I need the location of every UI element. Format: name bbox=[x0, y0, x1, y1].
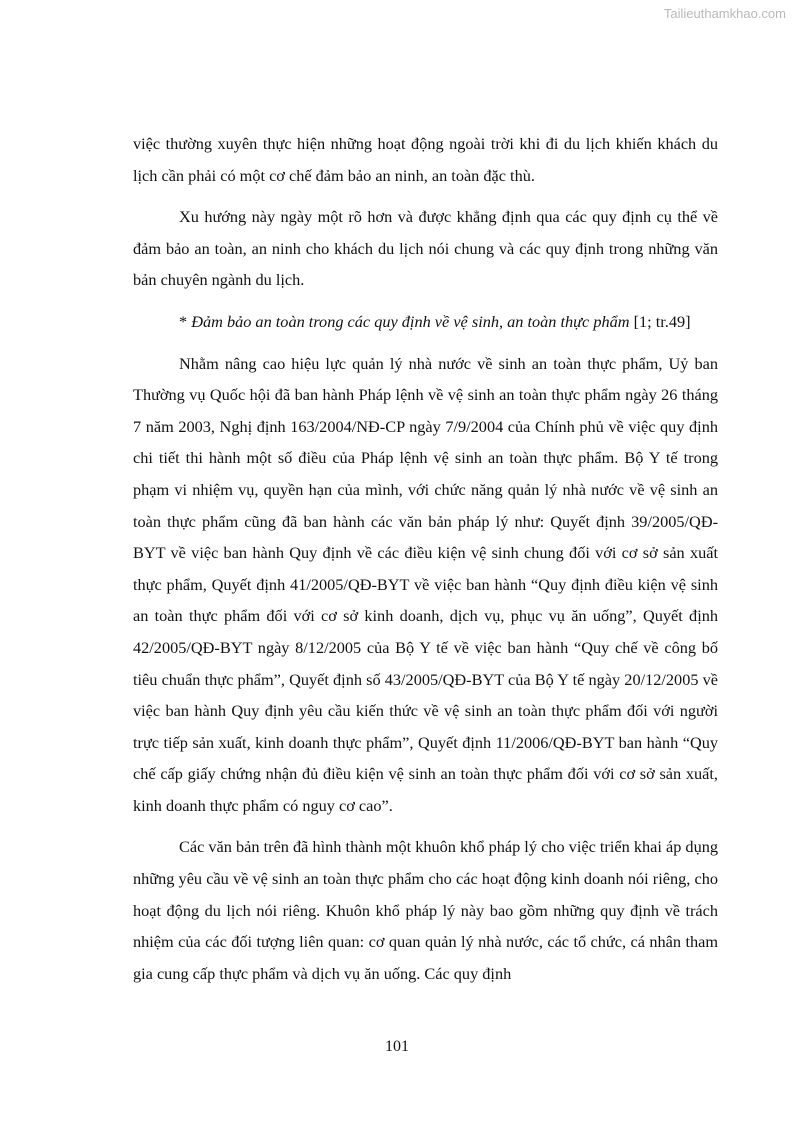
heading-bullet: * bbox=[179, 311, 192, 331]
paragraph-5: Các văn bản trên đã hình thành một khuôn khổ pháp lý cho việc triển khai áp dụng những yêu cầu về vệ sinh an toàn thực phẩm cho các hoạt động kinh doanh nói riêng, cho hoạt động du lịch nói riêng. Khuôn khổ pháp lý này bao gồm những quy định về trách nhiệm của các đối tượng liên quan: cơ quan quản lý nhà nước, các tổ chức, cá nhân tham gia cung cấp thực phẩm và dịch vụ ăn uống. Các quy định bbox=[133, 837, 718, 983]
heading-italic: Đảm bảo an toàn trong các quy định về vệ sinh, an toàn thực phẩm bbox=[191, 311, 630, 331]
paragraph-3-heading bbox=[133, 306, 718, 338]
paragraph-4: Nhằm nâng cao hiệu lực quản lý nhà nước về sinh an toàn thực phẩm, Uỷ ban Thường vụ Quốc hội đã ban hành Pháp lệnh về vệ sinh an toàn thực phẩm ngày 26 tháng 7 năm 2003, Nghị định 163/2004/NĐ-CP ngày 7/9/2004 của Chính phủ về việc quy định chi tiết thi hành một số điều của Pháp lệnh vệ sinh an toàn thực phẩm. Bộ Y tế trong phạm vi nhiệm vụ, quyền hạn của mình, với chức năng quản lý nhà nước về vệ sinh an toàn thực phẩm cũng đã ban hành các văn bản pháp lý như: Quyết định 39/2005/QĐ-BYT về việc ban hành Quy định về các điều kiện vệ sinh chung đối với cơ sở sản xuất thực phẩm, Quyết định 41/2005/QĐ-BYT về việc ban hành “Quy định điều kiện vệ sinh an toàn thực phẩm đối với cơ sở kinh doanh, dịch vụ, phục vụ ăn uống”, Quyết định 42/2005/QĐ-BYT ngày 8/12/2005 của Bộ Y tế về việc ban hành “Quy chế về công bố tiêu chuẩn thực phẩm”, Quyết định số 43/2005/QĐ-BYT của Bộ Y tế ngày 20/12/2005 về việc ban hành Quy định yêu cầu kiến thức về vệ sinh an toàn thực phẩm đối với người trực tiếp sản xuất, kinh doanh thực phẩm”, Quyết định 11/2006/QĐ-BYT ban hành “Quy chế cấp giấy chứng nhận đủ điều kiện vệ sinh an toàn thực phẩm đối với cơ sở sản xuất, kinh doanh thực phẩm có nguy cơ cao”. bbox=[133, 353, 718, 815]
page-number: 101 bbox=[385, 1038, 409, 1055]
paragraph-1: việc thường xuyên thực hiện những hoạt động ngoài trời khi đi du lịch khiến khách du lịch cần phải có một cơ chế đảm bảo an ninh, an toàn đặc thù. bbox=[133, 134, 718, 185]
heading-citation: [1; tr.49] bbox=[629, 311, 691, 331]
document-body bbox=[133, 128, 718, 999]
paragraph-2: Xu hướng này ngày một rõ hơn và được khẳng định qua các quy định cụ thể về đảm bảo an toàn, an ninh cho khách du lịch nói chung và các quy định trong những văn bản chuyên ngành du lịch. bbox=[133, 207, 718, 290]
watermark: Tailieuthamkhao.com bbox=[663, 6, 786, 21]
